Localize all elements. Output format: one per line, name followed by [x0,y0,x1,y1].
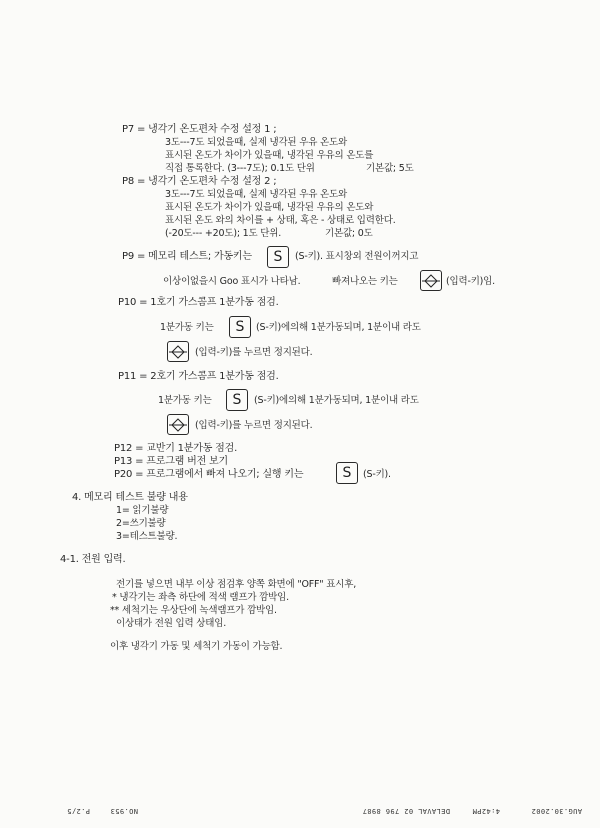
s-key-icon: S [229,316,251,338]
p9-line-e: (입력-키)임. [446,276,495,287]
p8-line-1: 3도---7도 되었을때, 실제 냉각된 우유 온도와 [165,189,347,200]
section-4-item-3: 3=테스트불량. [116,531,178,542]
section-4-item-1: 1= 읽기불량 [116,505,169,516]
section-4-1-line-3: ** 세척기는 우상단에 녹색램프가 깜박임. [110,605,277,616]
p8-line-3: 표시된 온도 와의 차이를 + 상태, 혹은 - 상태로 입력한다. [165,215,396,226]
p7-default: 기본값; 5도 [366,163,414,174]
p7-line-1: 3도---7도 되었을때, 실제 냉각된 우유 온도와 [165,137,347,148]
enter-key-icon [167,414,189,435]
fax-header [0,803,600,817]
s-key-icon: S [267,246,289,268]
section-4-1-line-2: * 냉각기는 좌측 하단에 적색 램프가 깜박임. [112,592,289,603]
p10-line-c: (입력-키)를 누르면 정지된다. [195,347,313,358]
p10-title: P10 = 1호기 가스콤프 1분가동 점검. [118,297,279,308]
p7-line-3: 직접 통록한다. (3---7도); 0.1도 단위 [165,163,315,174]
section-4-item-2: 2=쓰기불량 [116,518,166,529]
p11-line-b: (S-키)에의해 1분가동되며, 1분이내 라도 [254,395,419,406]
p7-title: P7 = 냉각기 온도편차 수정 설정 1 ; [122,124,277,135]
p9-line-a: P9 = 메모리 테스트; 가동키는 [122,251,252,262]
p20-line-a: P20 = 프로그램에서 빠져 나오기; 실행 키는 [114,469,304,480]
enter-key-icon [167,341,189,362]
fax-date: AUG.30.2002 [531,807,582,815]
enter-key-icon [420,270,442,291]
p11-title: P11 = 2호기 가스콤프 1분가동 점검. [118,371,279,382]
p9-line-d: 빠져나오는 키는 [332,276,398,287]
fax-sender: DELAVAL 02 796 8987 [362,807,450,815]
s-key-icon: S [336,462,358,484]
section-4-1-line-4: 이상태가 전원 입력 상태임. [116,618,227,629]
p8-title: P8 = 냉각기 온도편차 수정 설정 2 ; [122,176,277,187]
p8-default: 기본값; 0도 [325,228,373,239]
p8-line-4: (-20도--- +20도); 1도 단위. [165,228,282,239]
p12-line: P12 = 교반기 1분가동 점검. [114,443,238,454]
p20-line-b: (S-키). [363,469,391,480]
section-4-1-line-5: 이후 냉각기 가동 및 세척기 가동이 가능함. [110,641,283,652]
p9-line-c: 이상이없을시 Goo 표시가 나타남. [163,276,301,287]
p9-line-b: (S-키). 표시창외 전원이꺼지고 [295,251,419,262]
s-key-icon: S [226,389,248,411]
p8-line-2: 표시된 온도가 차이가 있을때, 냉각된 우유의 온도와 [165,202,374,213]
fax-page: P.2/5 [66,807,90,815]
fax-number: NO.953 [110,807,138,815]
fax-time: 4:42PM [472,807,500,815]
section-4-title: 4. 메모리 테스트 불량 내용 [72,492,188,503]
p10-line-b: (S-키)에의해 1분가동되며, 1분이내 라도 [256,322,421,333]
p13-line: P13 = 프로그램 버전 보기 [114,456,228,467]
section-4-1-title: 4-1. 전원 입력. [60,554,126,565]
p11-line-a: 1분가동 키는 [158,395,212,406]
p7-line-2: 표시된 온도가 차이가 있을때, 냉각된 우유의 온도를 [165,150,374,161]
section-4-1-line-1: 전기를 넣으면 내부 이상 점검후 양쪽 화면에 "OFF" 표시후, [116,579,357,590]
p10-line-a: 1분가동 키는 [160,322,214,333]
p11-line-c: (입력-키)를 누르면 정지된다. [195,420,313,431]
